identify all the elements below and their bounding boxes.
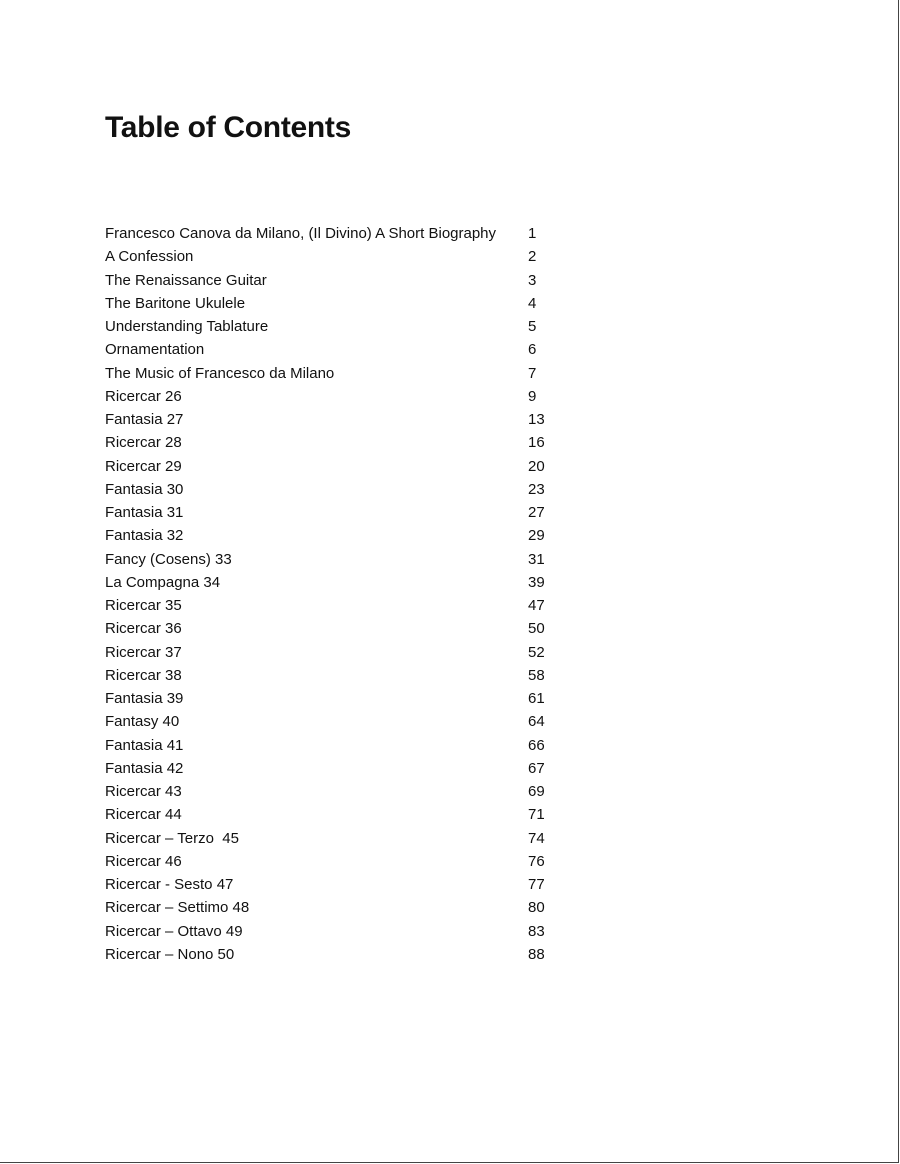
toc-row (105, 803, 565, 826)
toc-row (105, 548, 565, 571)
toc-entry-title: Ricercar 38 (105, 666, 182, 684)
toc-row (105, 850, 565, 873)
toc-row (105, 315, 565, 338)
toc-page-number: 74 (528, 829, 545, 847)
toc-page-number: 39 (528, 573, 545, 591)
toc-page-number: 83 (528, 922, 545, 940)
toc-page-number: 47 (528, 597, 545, 614)
toc-entry-title: Fancy (Cosens) 33 (105, 550, 232, 568)
toc-row (105, 780, 565, 803)
toc-entry-title: Ricercar – Nono 50 (105, 945, 235, 963)
toc-entry-title: Ricercar – Settimo 48 (105, 899, 250, 917)
toc-row (105, 896, 565, 919)
toc-page-number: 9 (528, 387, 537, 405)
toc-row (105, 617, 565, 640)
toc-entry-title: Ricercar 35 (105, 597, 182, 614)
toc-row (105, 943, 565, 966)
toc-page-number: 1 (528, 225, 537, 242)
toc-row (105, 827, 565, 850)
toc-entry-title: Ricercar 28 (105, 434, 182, 452)
toc-page-number: 31 (528, 550, 545, 568)
toc-page-number: 52 (528, 643, 545, 661)
toc-page-number: 29 (528, 527, 545, 545)
toc-row (105, 431, 565, 454)
toc-entry-title: Fantasia 39 (105, 690, 184, 707)
toc-entry-title: Ricercar 37 (105, 643, 182, 661)
toc-entry-title: La Compagna 34 (105, 573, 221, 591)
toc-row (105, 641, 565, 664)
toc-page-number: 66 (528, 736, 545, 754)
toc-entry-title: Understanding Tablature (105, 318, 269, 335)
toc-page-number: 3 (528, 271, 537, 289)
toc-page-number: 13 (528, 411, 545, 428)
toc-page-number: 77 (528, 876, 545, 893)
toc-page-number: 23 (528, 480, 545, 498)
toc-row (105, 734, 565, 757)
toc-page-number: 50 (528, 620, 545, 638)
toc-page-number: 80 (528, 899, 545, 917)
toc-entry-title: The Music of Francesco da Milano (105, 364, 335, 382)
toc-row (105, 710, 565, 733)
toc-page-number: 76 (528, 852, 545, 870)
toc-row (105, 873, 565, 896)
toc-entry-title: Ricercar 46 (105, 852, 182, 870)
toc-entry-title: Ricercar – Terzo 45 (105, 829, 239, 847)
toc-row (105, 408, 565, 431)
toc-page-number: 5 (528, 318, 537, 335)
toc-entry-title: Ornamentation (105, 341, 205, 359)
toc-page-number: 58 (528, 666, 545, 684)
toc-entry-title: Ricercar 26 (105, 387, 182, 405)
toc-page-number: 16 (528, 434, 545, 452)
toc-row (105, 338, 565, 361)
toc-row (105, 501, 565, 524)
toc-entry-title: The Baritone Ukulele (105, 294, 246, 312)
toc-row (105, 664, 565, 687)
toc-entry-title: Fantasia 41 (105, 736, 184, 754)
toc-row (105, 920, 565, 943)
toc-entry-title: Fantasia 31 (105, 504, 184, 521)
toc-row (105, 571, 565, 594)
toc-page-number: 64 (528, 713, 545, 731)
toc-entry-title: Fantasia 27 (105, 411, 184, 428)
toc-entry-title: Francesco Canova da Milano, (Il Divino) A Short Biography (105, 225, 497, 242)
toc-row (105, 269, 565, 292)
toc-entry-title: Ricercar 29 (105, 457, 182, 475)
toc-page-number: 20 (528, 457, 545, 475)
toc-row (105, 687, 565, 710)
toc-entry-title: Fantasy 40 (105, 713, 180, 731)
toc-entry-title: A Confession (105, 248, 194, 266)
page-title: Table of Contents (105, 111, 352, 144)
toc-page-number: 69 (528, 783, 545, 800)
toc-page-number: 2 (528, 248, 537, 266)
toc-page-number: 7 (528, 364, 537, 382)
toc-row (105, 594, 565, 617)
toc-entry-title: Ricercar 36 (105, 620, 182, 638)
toc-entry-title: The Renaissance Guitar (105, 271, 267, 289)
toc-entry-title: Ricercar – Ottavo 49 (105, 922, 243, 940)
toc-entry-title: Fantasia 30 (105, 480, 184, 498)
toc-entry-title: Fantasia 32 (105, 527, 184, 545)
toc-row (105, 478, 565, 501)
toc-row (105, 292, 565, 315)
toc-page-number: 6 (528, 341, 537, 359)
toc-row (105, 757, 565, 780)
toc-row (105, 455, 565, 478)
toc-row (105, 222, 565, 245)
toc-page-number: 88 (528, 945, 545, 963)
toc-entry-title: Ricercar - Sesto 47 (105, 876, 234, 893)
toc-page-number: 61 (528, 690, 545, 707)
toc-row (105, 385, 565, 408)
toc-entry-title: Ricercar 44 (105, 806, 182, 824)
toc-page-number: 71 (528, 806, 545, 824)
toc-list (105, 222, 565, 966)
toc-entry-title: Ricercar 43 (105, 783, 182, 800)
toc-row (105, 524, 565, 547)
toc-row (105, 362, 565, 385)
toc-page-number: 4 (528, 294, 537, 312)
toc-page-number: 67 (528, 759, 545, 777)
toc-entry-title: Fantasia 42 (105, 759, 184, 777)
toc-page-number: 27 (528, 504, 545, 521)
toc-row (105, 245, 565, 268)
